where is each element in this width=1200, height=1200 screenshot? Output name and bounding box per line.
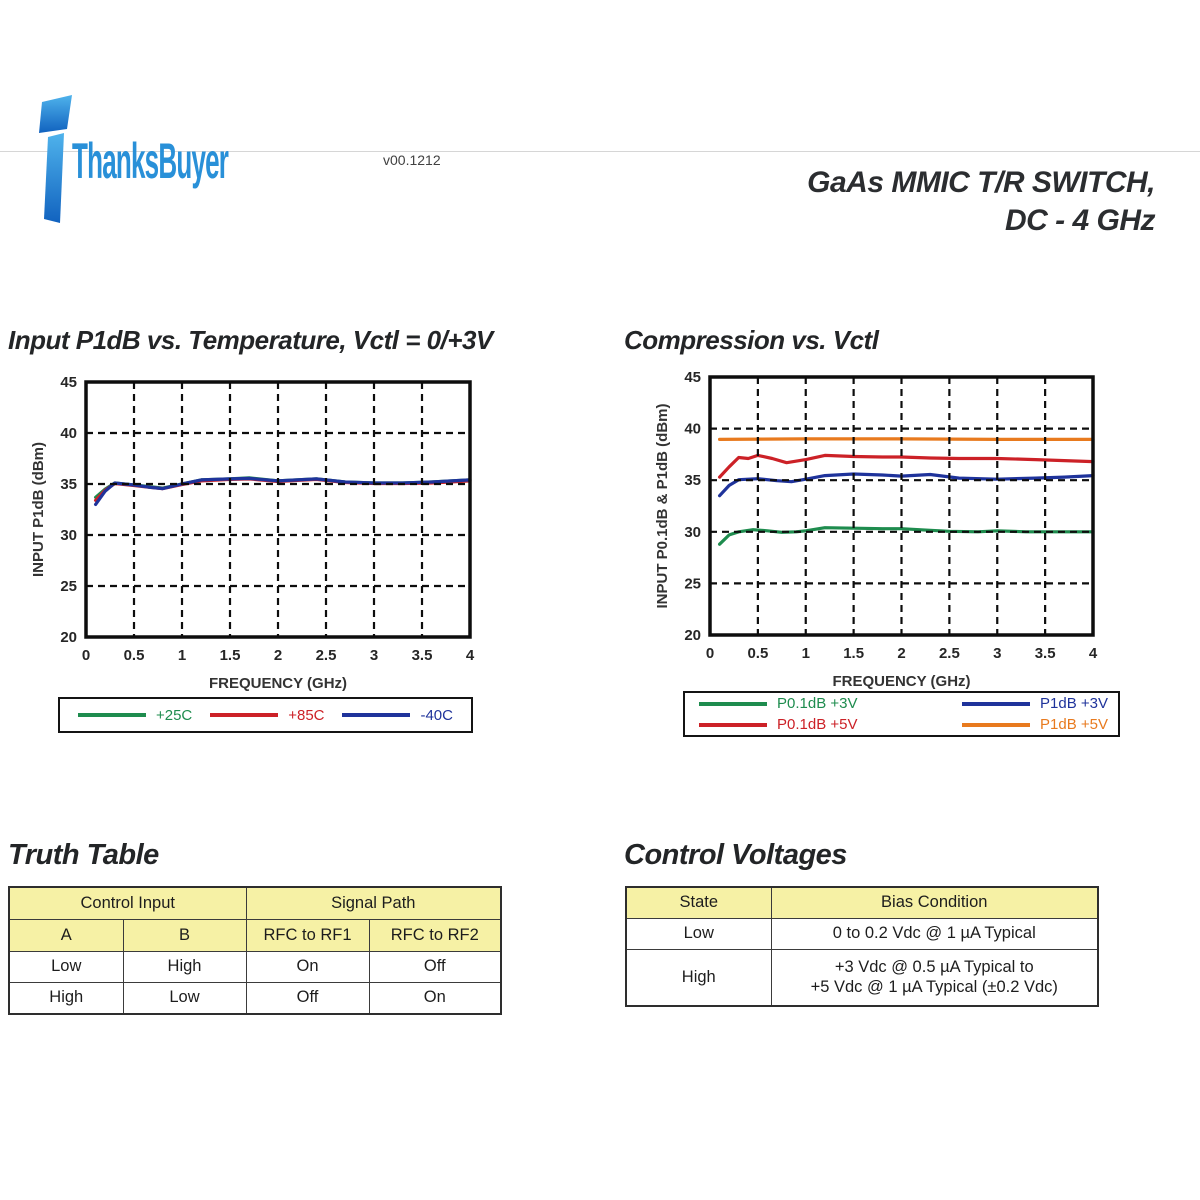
group-header-control-input: Control Input [9, 887, 246, 919]
compression-chart [652, 359, 1108, 699]
legend-label: +85C [288, 706, 325, 724]
svg-text:3: 3 [993, 645, 1002, 662]
col-header-state: State [626, 887, 771, 918]
cell-bias-low: 0 to 0.2 Vdc @ 1 µA Typical [771, 918, 1098, 949]
cell: On [246, 951, 369, 982]
svg-text:INPUT P0.1dB & P1dB (dBm): INPUT P0.1dB & P1dB (dBm) [654, 403, 671, 609]
cell-bias-high [771, 949, 1098, 1006]
legend-label: P1dB +5V [1040, 716, 1108, 733]
legend-entry [78, 707, 192, 724]
svg-text:35: 35 [60, 476, 77, 493]
table-row [9, 951, 501, 982]
truth-table-header-row [9, 919, 501, 951]
cell: Low [123, 982, 246, 1014]
svg-text:40: 40 [684, 420, 701, 438]
cell-state-low: Low [626, 918, 771, 949]
svg-text:INPUT P1dB (dBm): INPUT P1dB (dBm) [30, 442, 47, 577]
cell: Low [9, 951, 123, 982]
svg-text:1: 1 [801, 645, 810, 662]
legend-entry [962, 716, 1108, 733]
col-header-a: A [9, 919, 123, 951]
legend-swatch [342, 713, 410, 717]
temperature-legend [58, 697, 473, 733]
chart1-title: Input P1dB vs. Temperature, Vctl = 0/+3V [8, 325, 493, 355]
truth-table-title: Truth Table [8, 839, 159, 871]
legend-swatch [962, 702, 1030, 706]
cell-state-high: High [626, 949, 771, 1006]
thanksbuyer-logo-icon [36, 94, 76, 224]
svg-text:FREQUENCY (GHz): FREQUENCY (GHz) [832, 673, 971, 690]
legend-entry [699, 695, 857, 712]
svg-text:1: 1 [177, 647, 187, 664]
truth-table-group-header-row [9, 887, 501, 919]
cell: On [369, 982, 501, 1014]
cell: Off [246, 982, 369, 1014]
svg-text:3.5: 3.5 [411, 647, 433, 664]
svg-text:2.5: 2.5 [315, 647, 337, 664]
doc-title-line1: GaAs MMIC T/R SWITCH, [807, 166, 1155, 199]
vctl-legend [683, 691, 1120, 737]
svg-text:20: 20 [60, 629, 77, 646]
legend-swatch [699, 723, 767, 727]
input-p1db-chart [28, 364, 484, 700]
svg-text:1.5: 1.5 [843, 645, 865, 662]
svg-text:0.5: 0.5 [123, 647, 145, 664]
cell: High [9, 982, 123, 1014]
legend-label: +25C [155, 706, 193, 724]
legend-swatch [210, 713, 278, 717]
svg-text:20: 20 [684, 627, 701, 644]
legend-swatch [962, 723, 1030, 727]
svg-text:45: 45 [684, 369, 701, 386]
thanksbuyer-brand-text: ThanksBuyer [72, 133, 229, 189]
svg-text:FREQUENCY (GHz): FREQUENCY (GHz) [208, 675, 348, 692]
svg-text:0: 0 [81, 647, 91, 664]
svg-text:0.5: 0.5 [747, 645, 769, 662]
chart2-title: Compression vs. Vctl [624, 325, 879, 355]
svg-text:4: 4 [465, 647, 475, 664]
col-header-bias-condition: Bias Condition [771, 887, 1098, 918]
legend-entry [342, 707, 453, 724]
table-row [9, 982, 501, 1014]
svg-text:30: 30 [60, 527, 77, 544]
svg-text:2.5: 2.5 [938, 645, 960, 662]
legend-label: P1dB +3V [1040, 695, 1108, 712]
svg-text:3.5: 3.5 [1034, 645, 1056, 662]
cell: Off [369, 951, 501, 982]
bias-high-line2: +5 Vdc @ 1 µA Typical (±0.2 Vdc) [810, 978, 1058, 997]
legend-label: P0.1dB +5V [777, 716, 858, 733]
svg-text:3: 3 [369, 647, 379, 664]
legend-entry [699, 716, 857, 733]
legend-column [699, 695, 857, 733]
legend-swatch [78, 713, 146, 717]
doc-title-line2: DC - 4 GHz [1004, 204, 1155, 237]
control-voltages-table [625, 886, 1099, 1007]
version-text: v00.1212 [383, 152, 441, 168]
svg-text:30: 30 [684, 523, 701, 541]
svg-text:40: 40 [60, 425, 77, 442]
legend-entry [210, 707, 324, 724]
group-header-signal-path: Signal Path [246, 887, 501, 919]
legend-swatch [699, 702, 767, 706]
control-voltages-title: Control Voltages [624, 839, 847, 871]
svg-text:2: 2 [273, 647, 283, 664]
col-header-rfc-rf2: RFC to RF2 [369, 919, 501, 951]
svg-text:2: 2 [897, 645, 906, 662]
svg-text:25: 25 [60, 578, 77, 595]
svg-text:35: 35 [684, 472, 701, 490]
svg-text:0: 0 [705, 645, 715, 662]
bias-high-line1: +3 Vdc @ 0.5 µA Typical to [834, 958, 1034, 977]
legend-label: P0.1dB +3V [777, 695, 858, 712]
legend-entry [962, 695, 1108, 712]
cell: High [123, 951, 246, 982]
legend-column [962, 695, 1108, 733]
table-row [626, 918, 1098, 949]
truth-table [8, 886, 502, 1015]
legend-label: -40C [420, 706, 453, 724]
col-header-rfc-rf1: RFC to RF1 [246, 919, 369, 951]
table-row [626, 949, 1098, 1006]
svg-text:4: 4 [1088, 645, 1098, 662]
col-header-b: B [123, 919, 246, 951]
control-voltages-header-row [626, 887, 1098, 918]
svg-text:45: 45 [60, 374, 77, 391]
svg-text:25: 25 [684, 575, 701, 593]
svg-text:1.5: 1.5 [219, 647, 241, 664]
doc-title [807, 164, 1155, 240]
